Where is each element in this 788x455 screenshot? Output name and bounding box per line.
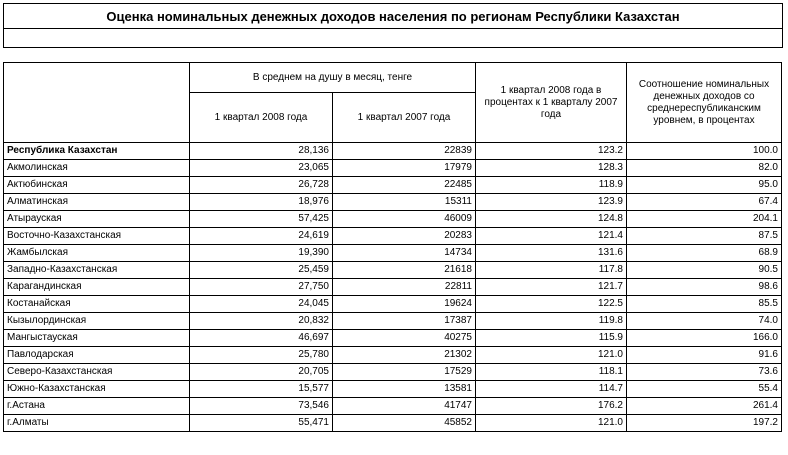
cell-q2008: 20,705 bbox=[190, 364, 333, 381]
cell-pct: 117.8 bbox=[476, 262, 627, 279]
cell-q2008: 18,976 bbox=[190, 194, 333, 211]
cell-pct: 122.5 bbox=[476, 296, 627, 313]
cell-ratio: 197.2 bbox=[627, 415, 782, 432]
cell-q2008: 27,750 bbox=[190, 279, 333, 296]
cell-pct: 118.1 bbox=[476, 364, 627, 381]
cell-q2007: 21302 bbox=[333, 347, 476, 364]
cell-q2007: 21618 bbox=[333, 262, 476, 279]
cell-q2007: 41747 bbox=[333, 398, 476, 415]
cell-ratio: 98.6 bbox=[627, 279, 782, 296]
cell-ratio: 90.5 bbox=[627, 262, 782, 279]
table-row bbox=[4, 262, 782, 279]
table-body bbox=[4, 143, 782, 432]
cell-q2007: 45852 bbox=[333, 415, 476, 432]
cell-region: Республика Казахстан bbox=[4, 143, 190, 160]
cell-region: Атырауская bbox=[4, 211, 190, 228]
cell-region: Кызылординская bbox=[4, 313, 190, 330]
cell-q2007: 15311 bbox=[333, 194, 476, 211]
cell-ratio: 73.6 bbox=[627, 364, 782, 381]
cell-q2007: 17529 bbox=[333, 364, 476, 381]
cell-q2008: 28,136 bbox=[190, 143, 333, 160]
cell-ratio: 55.4 bbox=[627, 381, 782, 398]
table-row bbox=[4, 245, 782, 262]
table-row bbox=[4, 279, 782, 296]
cell-pct: 128.3 bbox=[476, 160, 627, 177]
title-box bbox=[3, 3, 783, 29]
cell-region: Костанайская bbox=[4, 296, 190, 313]
cell-pct: 121.7 bbox=[476, 279, 627, 296]
table-row bbox=[4, 296, 782, 313]
cell-q2007: 19624 bbox=[333, 296, 476, 313]
cell-q2007: 20283 bbox=[333, 228, 476, 245]
table-row bbox=[4, 381, 782, 398]
cell-region: Жамбылская bbox=[4, 245, 190, 262]
header-region bbox=[4, 63, 190, 143]
cell-q2008: 55,471 bbox=[190, 415, 333, 432]
cell-q2007: 22839 bbox=[333, 143, 476, 160]
income-table bbox=[3, 62, 782, 432]
table-row bbox=[4, 313, 782, 330]
table-row bbox=[4, 398, 782, 415]
cell-ratio: 261.4 bbox=[627, 398, 782, 415]
cell-ratio: 204.1 bbox=[627, 211, 782, 228]
cell-region: Мангыстауская bbox=[4, 330, 190, 347]
cell-region: Акмолинская bbox=[4, 160, 190, 177]
cell-pct: 121.0 bbox=[476, 415, 627, 432]
cell-pct: 121.4 bbox=[476, 228, 627, 245]
cell-pct: 131.6 bbox=[476, 245, 627, 262]
cell-ratio: 95.0 bbox=[627, 177, 782, 194]
cell-ratio: 85.5 bbox=[627, 296, 782, 313]
cell-region: Актюбинская bbox=[4, 177, 190, 194]
cell-q2007: 17979 bbox=[333, 160, 476, 177]
header-pct-of-2007: 1 квартал 2008 года в процентах к 1 кварталу 2007 года bbox=[476, 63, 627, 143]
cell-q2007: 22485 bbox=[333, 177, 476, 194]
cell-ratio: 91.6 bbox=[627, 347, 782, 364]
cell-ratio: 68.9 bbox=[627, 245, 782, 262]
cell-pct: 123.9 bbox=[476, 194, 627, 211]
cell-region: Западно-Казахстанская bbox=[4, 262, 190, 279]
cell-q2008: 25,459 bbox=[190, 262, 333, 279]
header-ratio: Соотношение номинальных денежных доходов со среднереспубликанским уровнем, в процентах bbox=[627, 63, 782, 143]
cell-q2008: 23,065 bbox=[190, 160, 333, 177]
cell-ratio: 166.0 bbox=[627, 330, 782, 347]
table-row bbox=[4, 330, 782, 347]
cell-q2007: 22811 bbox=[333, 279, 476, 296]
cell-q2007: 46009 bbox=[333, 211, 476, 228]
cell-pct: 121.0 bbox=[476, 347, 627, 364]
cell-region: Северо-Казахстанская bbox=[4, 364, 190, 381]
blank-row bbox=[3, 28, 783, 48]
table-row bbox=[4, 347, 782, 364]
table-row bbox=[4, 415, 782, 432]
cell-q2007: 13581 bbox=[333, 381, 476, 398]
cell-region: Павлодарская bbox=[4, 347, 190, 364]
table-row bbox=[4, 177, 782, 194]
cell-q2008: 73,546 bbox=[190, 398, 333, 415]
cell-q2008: 20,832 bbox=[190, 313, 333, 330]
cell-q2007: 17387 bbox=[333, 313, 476, 330]
cell-q2008: 15,577 bbox=[190, 381, 333, 398]
cell-pct: 123.2 bbox=[476, 143, 627, 160]
table-row bbox=[4, 211, 782, 228]
cell-region: Южно-Казахстанская bbox=[4, 381, 190, 398]
header-q1-2008: 1 квартал 2008 года bbox=[190, 93, 333, 143]
table-row bbox=[4, 194, 782, 211]
cell-pct: 176.2 bbox=[476, 398, 627, 415]
cell-pct: 124.8 bbox=[476, 211, 627, 228]
cell-pct: 114.7 bbox=[476, 381, 627, 398]
cell-region: Восточно-Казахстанская bbox=[4, 228, 190, 245]
cell-region: г.Алматы bbox=[4, 415, 190, 432]
cell-region: Карагандинская bbox=[4, 279, 190, 296]
cell-q2008: 26,728 bbox=[190, 177, 333, 194]
cell-q2008: 19,390 bbox=[190, 245, 333, 262]
cell-ratio: 87.5 bbox=[627, 228, 782, 245]
cell-q2007: 40275 bbox=[333, 330, 476, 347]
cell-q2008: 24,045 bbox=[190, 296, 333, 313]
cell-ratio: 67.4 bbox=[627, 194, 782, 211]
cell-pct: 119.8 bbox=[476, 313, 627, 330]
cell-q2007: 14734 bbox=[333, 245, 476, 262]
cell-q2008: 25,780 bbox=[190, 347, 333, 364]
table-row bbox=[4, 228, 782, 245]
cell-pct: 118.9 bbox=[476, 177, 627, 194]
cell-q2008: 24,619 bbox=[190, 228, 333, 245]
table-row bbox=[4, 143, 782, 160]
table-row bbox=[4, 160, 782, 177]
header-q1-2007: 1 квартал 2007 года bbox=[333, 93, 476, 143]
cell-ratio: 100.0 bbox=[627, 143, 782, 160]
cell-ratio: 82.0 bbox=[627, 160, 782, 177]
cell-q2008: 46,697 bbox=[190, 330, 333, 347]
table-row bbox=[4, 364, 782, 381]
cell-ratio: 74.0 bbox=[627, 313, 782, 330]
page-title: Оценка номинальных денежных доходов населения по регионам Республики Казахстан bbox=[106, 9, 680, 24]
cell-region: Алматинская bbox=[4, 194, 190, 211]
cell-region: г.Астана bbox=[4, 398, 190, 415]
cell-q2008: 57,425 bbox=[190, 211, 333, 228]
cell-pct: 115.9 bbox=[476, 330, 627, 347]
header-avg-per-capita: В среднем на душу в месяц, тенге bbox=[190, 63, 476, 93]
